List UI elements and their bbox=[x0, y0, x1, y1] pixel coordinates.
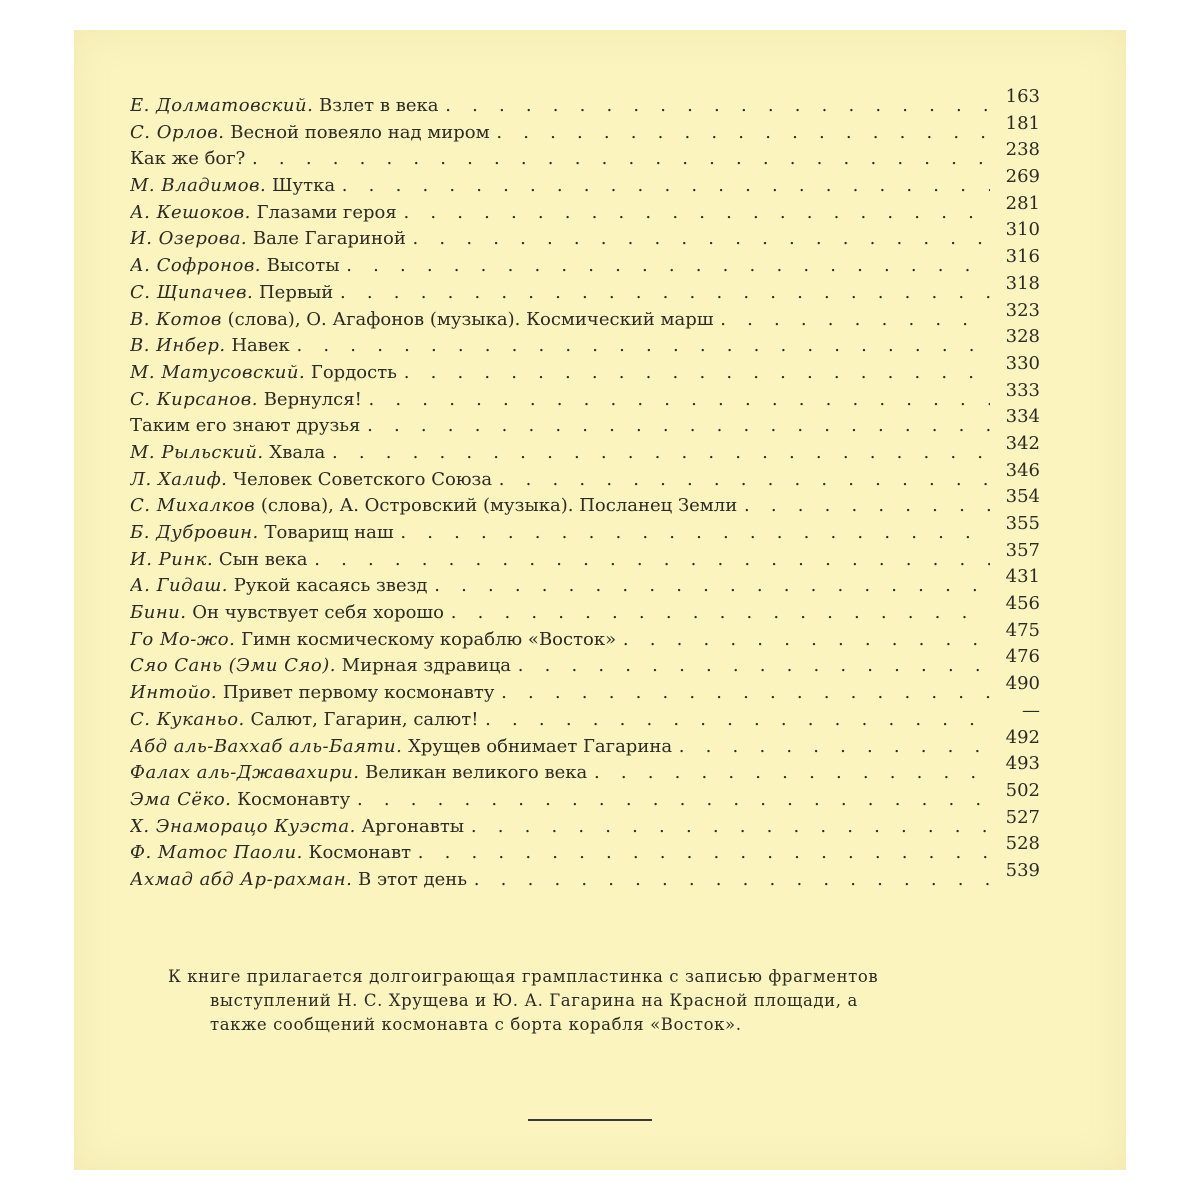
toc-entry-page-number: 281 bbox=[1005, 192, 1040, 214]
toc-entry bbox=[130, 352, 1040, 384]
toc-entry-text bbox=[130, 789, 990, 811]
toc-entry bbox=[130, 513, 1040, 544]
toc-entry-author: Ф. Матос Паоли. bbox=[130, 842, 303, 864]
toc-entry-page-number: 330 bbox=[1005, 352, 1040, 374]
toc-entry-text bbox=[130, 549, 990, 571]
toc-entry-page-number: 475 bbox=[1005, 619, 1040, 641]
toc-entry-title: Весной повеяло над миром bbox=[230, 121, 490, 143]
toc-entry-title: Вале Гагариной bbox=[252, 228, 406, 250]
toc-entry-title: Хвала bbox=[269, 441, 326, 463]
toc-entry-title: (слова), О. Агафонов (музыка). Космический марш bbox=[227, 308, 714, 330]
toc-entry-page-number: 328 bbox=[1005, 326, 1040, 348]
table-of-contents bbox=[130, 86, 1040, 891]
toc-entry-text bbox=[130, 575, 990, 597]
toc-entry bbox=[130, 139, 1040, 170]
toc-entry-author: С. Орлов. bbox=[130, 121, 225, 143]
toc-entry-page-number: 527 bbox=[1005, 806, 1040, 828]
toc-entry-page-number: 539 bbox=[1005, 859, 1040, 881]
toc-entry-title: Взлет в века bbox=[319, 95, 439, 116]
toc-entry-author: Бини. bbox=[130, 602, 187, 624]
toc-entry-author: М. Рыльский. bbox=[130, 441, 264, 463]
toc-entry-page-number: 334 bbox=[1005, 406, 1040, 428]
toc-entry-title: Привет первому космонавту bbox=[222, 682, 495, 704]
toc-entry-text bbox=[130, 202, 990, 224]
toc-entry-title: Гордость bbox=[310, 361, 397, 383]
toc-entry-author: Ахмад абд Ар-рахман. bbox=[130, 868, 353, 890]
toc-entry-author: Б. Дубровин. bbox=[130, 522, 259, 543]
toc-entry-author: И. Ринк. bbox=[130, 548, 214, 570]
toc-entry-page-number: 490 bbox=[1005, 673, 1040, 695]
toc-entry-author: С. Куканьо. bbox=[130, 708, 245, 730]
toc-entry-text bbox=[130, 362, 990, 384]
toc-entry-text bbox=[130, 95, 990, 117]
toc-entry-text bbox=[130, 842, 990, 864]
toc-entry-author: С. Кирсанов. bbox=[130, 388, 258, 410]
toc-entry bbox=[130, 833, 1040, 864]
toc-entry-title: Космонавту bbox=[237, 788, 351, 810]
toc-entry-title: Гимн космическому кораблю «Восток» bbox=[241, 628, 617, 650]
toc-entry bbox=[130, 593, 1040, 624]
toc-entry-page-number: 163 bbox=[1005, 86, 1040, 107]
toc-entry bbox=[130, 619, 1040, 651]
toc-entry-text bbox=[130, 629, 990, 651]
toc-entry-page-number: 357 bbox=[1005, 539, 1040, 561]
toc-entry-page-number: 346 bbox=[1005, 459, 1040, 481]
toc-entry bbox=[130, 486, 1040, 517]
toc-entry-text bbox=[130, 495, 990, 517]
toc-entry-author: Фалах аль-Джавахири. bbox=[130, 762, 360, 784]
toc-entry-title: Рукой касаясь звезд bbox=[233, 575, 428, 597]
toc-entry-page-number: 342 bbox=[1005, 432, 1040, 454]
toc-entry bbox=[130, 192, 1040, 224]
toc-entry-text bbox=[130, 655, 990, 677]
toc-entry-text bbox=[130, 442, 990, 464]
toc-entry-text bbox=[130, 148, 990, 170]
toc-entry-page-number: 323 bbox=[1005, 299, 1040, 321]
toc-entry-text bbox=[130, 415, 990, 437]
toc-entry-title: Мирная здравица bbox=[341, 655, 512, 677]
toc-entry-title: Товарищ наш bbox=[264, 522, 394, 543]
toc-entry-page-number: 456 bbox=[1005, 593, 1040, 615]
toc-entry-title: Вернулся! bbox=[263, 388, 362, 410]
toc-entry bbox=[130, 326, 1040, 357]
toc-entry-author: М. Матусовский. bbox=[130, 361, 306, 383]
toc-entry-page-number: 333 bbox=[1005, 379, 1040, 401]
toc-entry-page-number: 528 bbox=[1005, 833, 1040, 855]
toc-entry-author: С. Щипачев. bbox=[130, 281, 254, 303]
toc-entry-text bbox=[130, 282, 990, 304]
toc-entry-author: А. Гидаш. bbox=[130, 575, 228, 597]
toc-entry-text bbox=[130, 335, 990, 357]
toc-entry-author: А. Софронов. bbox=[130, 255, 262, 277]
toc-entry bbox=[130, 219, 1040, 250]
toc-entry-text bbox=[130, 869, 990, 891]
toc-entry-text bbox=[130, 175, 990, 197]
toc-entry-page-number: 502 bbox=[1005, 779, 1040, 801]
toc-entry bbox=[130, 673, 1040, 704]
toc-entry-page-number: 476 bbox=[1005, 646, 1040, 668]
toc-entry-author: Е. Долматовский. bbox=[130, 95, 314, 116]
toc-entry-page-number: 492 bbox=[1005, 726, 1040, 748]
toc-entry-author: Х. Энаморацо Куэста. bbox=[130, 815, 356, 837]
record-note bbox=[168, 965, 1008, 1037]
toc-entry-page-number: — bbox=[1022, 699, 1040, 721]
toc-entry-text bbox=[130, 389, 990, 411]
toc-entry-title: Навек bbox=[231, 335, 290, 357]
toc-entry bbox=[130, 459, 1040, 491]
toc-entry-title: Салют, Гагарин, салют! bbox=[250, 708, 479, 730]
toc-entry-title: Хрущев обнимает Гагарина bbox=[408, 735, 673, 757]
toc-entry bbox=[130, 726, 1040, 758]
toc-entry bbox=[130, 112, 1040, 144]
toc-entry-title: Таким его знают друзья bbox=[130, 415, 361, 437]
note-line-1: К книге прилагается долгоиграющая грампластинка с записью фрагментов bbox=[168, 967, 879, 986]
toc-entry bbox=[130, 86, 1040, 117]
toc-entry-title: Глазами героя bbox=[256, 201, 397, 223]
toc-entry-text bbox=[130, 522, 990, 544]
toc-entry-author: А. Кешоков. bbox=[130, 201, 251, 223]
toc-entry-page-number: 493 bbox=[1005, 753, 1040, 775]
toc-entry-author: Абд аль-Ваххаб аль-Баяти. bbox=[130, 735, 403, 757]
toc-entry-author: С. Михалков bbox=[130, 495, 256, 517]
toc-entry bbox=[130, 246, 1040, 277]
toc-entry-title: Человек Советского Союза bbox=[233, 468, 493, 490]
toc-entry-author: В. Инбер. bbox=[130, 335, 226, 357]
toc-entry bbox=[130, 806, 1040, 838]
toc-entry bbox=[130, 406, 1040, 437]
toc-entry bbox=[130, 166, 1040, 197]
toc-entry-text bbox=[130, 309, 990, 331]
toc-entry-title: (слова), А. Островский (музыка). Посланец Земли bbox=[260, 495, 738, 517]
note-line-3: также сообщений космонавта с борта корабля «Восток». bbox=[210, 1015, 742, 1034]
toc-entry-page-number: 431 bbox=[1005, 566, 1040, 588]
toc-entry bbox=[130, 753, 1040, 784]
toc-entry bbox=[130, 699, 1040, 731]
toc-entry-author: Л. Халиф. bbox=[130, 468, 228, 490]
toc-entry-text bbox=[130, 709, 990, 731]
toc-entry-title: Сын века bbox=[218, 548, 308, 570]
toc-entry-author: И. Озерова. bbox=[130, 228, 248, 250]
toc-entry-title: Как же бог? bbox=[130, 148, 246, 170]
toc-entry-page-number: 316 bbox=[1005, 246, 1040, 268]
toc-entry-title: Космонавт bbox=[308, 842, 412, 864]
toc-entry-author: Го Мо-жо. bbox=[130, 628, 236, 650]
toc-entry-title: Шутка bbox=[272, 175, 336, 197]
toc-entry-page-number: 238 bbox=[1005, 139, 1040, 161]
note-line-2: выступлений Н. С. Хрущева и Ю. А. Гагарина на Красной площади, а bbox=[210, 991, 858, 1010]
toc-entry-page-number: 269 bbox=[1005, 166, 1040, 188]
toc-entry-title: Аргонавты bbox=[361, 815, 465, 837]
toc-entry-author: М. Владимов. bbox=[130, 175, 267, 197]
toc-entry-text bbox=[130, 255, 990, 277]
toc-entry-title: Он чувствует себя хорошо bbox=[192, 602, 444, 624]
toc-entry bbox=[130, 566, 1040, 597]
toc-entry-text bbox=[130, 762, 990, 784]
toc-entry bbox=[130, 379, 1040, 411]
toc-entry-title: Высоты bbox=[266, 255, 340, 277]
toc-entry-text bbox=[130, 682, 990, 704]
toc-entry bbox=[130, 646, 1040, 677]
toc-entry-text bbox=[130, 469, 990, 491]
toc-entry-page-number: 318 bbox=[1005, 272, 1040, 294]
toc-entry bbox=[130, 859, 1040, 891]
toc-entry bbox=[130, 779, 1040, 811]
toc-entry-author: В. Котов bbox=[130, 308, 222, 330]
toc-entry-title: В этот день bbox=[358, 868, 468, 890]
toc-entry-author: Эма Сёко. bbox=[130, 788, 232, 810]
toc-entry-page-number: 354 bbox=[1005, 486, 1040, 508]
end-rule bbox=[528, 1119, 652, 1121]
toc-entry-text bbox=[130, 602, 990, 624]
toc-entry-author: Интойо. bbox=[130, 682, 218, 704]
toc-entry-page-number: 355 bbox=[1005, 513, 1040, 534]
toc-entry bbox=[130, 539, 1040, 571]
toc-entry bbox=[130, 432, 1040, 464]
toc-entry-author: Сяо Сань (Эми Сяо). bbox=[130, 655, 336, 677]
toc-entry-text bbox=[130, 122, 990, 144]
toc-entry-text bbox=[130, 228, 990, 250]
toc-entry bbox=[130, 299, 1040, 331]
toc-entry-page-number: 181 bbox=[1005, 112, 1040, 134]
toc-entry-title: Великан великого века bbox=[365, 762, 588, 784]
toc-entry-title: Первый bbox=[258, 281, 334, 303]
toc-entry bbox=[130, 272, 1040, 304]
toc-entry-page-number: 310 bbox=[1005, 219, 1040, 241]
toc-entry-text bbox=[130, 816, 990, 838]
toc-entry-text bbox=[130, 736, 990, 758]
